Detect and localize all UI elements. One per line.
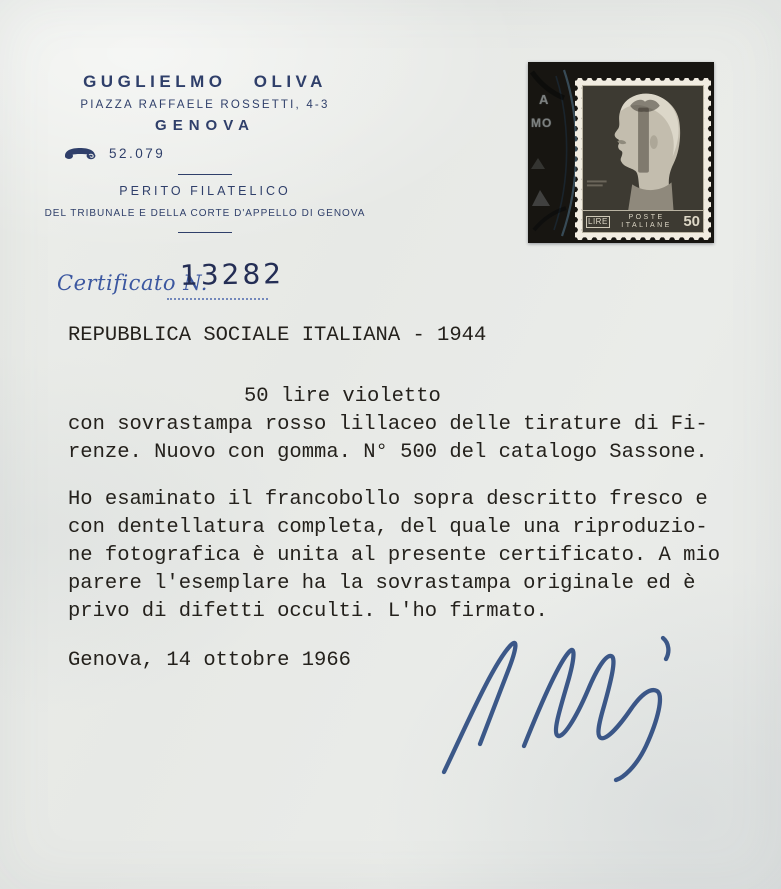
paragraph-line: con dentellatura completa, del quale una riproduzio-	[68, 516, 708, 539]
heading-line: REPUBBLICA SOCIALE ITALIANA - 1944	[68, 324, 487, 347]
stamp-inscription-line2: ITALIANE	[621, 221, 672, 229]
paragraph-line: parere l'esemplare ha la sovrastampa originale ed è	[68, 572, 696, 595]
stamp-country-inscription	[612, 214, 682, 229]
signature	[430, 626, 700, 784]
divider-rule	[178, 232, 232, 233]
stamp-photo	[528, 62, 714, 243]
telephone-icon	[63, 145, 99, 161]
expert-subtitle: DEL TRIBUNALE E DELLA CORTE D'APPELLO DI GENOVA	[44, 208, 366, 219]
subject-line: 50 lire violetto	[244, 385, 441, 408]
emboss-letter-top: A	[539, 92, 550, 107]
letterhead	[25, 72, 385, 233]
certificate-label: Certificato N.	[57, 271, 208, 295]
portrait-profile	[583, 86, 703, 210]
address-line: PIAZZA RAFFAELE ROSSETTI, 4-3	[80, 99, 330, 111]
stamp-inscription-band	[583, 210, 703, 232]
stamp-image	[575, 78, 711, 240]
dateline: Genova, 14 ottobre 1966	[68, 649, 351, 672]
certificate-body	[68, 322, 728, 675]
expert-opinion-paragraph	[68, 486, 728, 626]
expert-name: GUGLIELMO OLIVA	[83, 72, 327, 91]
emboss-letter-bottom: MO	[531, 116, 553, 130]
stamp-inscription-line1: POSTE	[628, 214, 665, 221]
expert-title: PERITO FILATELICO	[119, 184, 291, 198]
description-line: renze. Nuovo con gomma. N° 500 del catalogo Sassone.	[68, 441, 708, 464]
phone-number: 52.079	[109, 145, 166, 161]
certificate-number: 13282	[179, 257, 285, 292]
stamp-face-value: 50	[683, 213, 700, 230]
paragraph-line: privo di difetti occulti. L'ho firmato.	[68, 600, 548, 623]
paragraph-line: ne fotografica è unita al presente certificato. A mio	[68, 544, 721, 567]
description-line: con sovrastampa rosso lillaceo delle tirature di Fi-	[68, 413, 708, 436]
stamp-currency-label: LIRE	[588, 216, 608, 226]
divider-rule	[178, 174, 232, 175]
paragraph-line: Ho esaminato il francobollo sopra descritto fresco e	[68, 488, 708, 511]
phone-row	[25, 145, 385, 161]
stamp-design	[582, 85, 704, 233]
city-line: GENOVA	[155, 117, 255, 134]
